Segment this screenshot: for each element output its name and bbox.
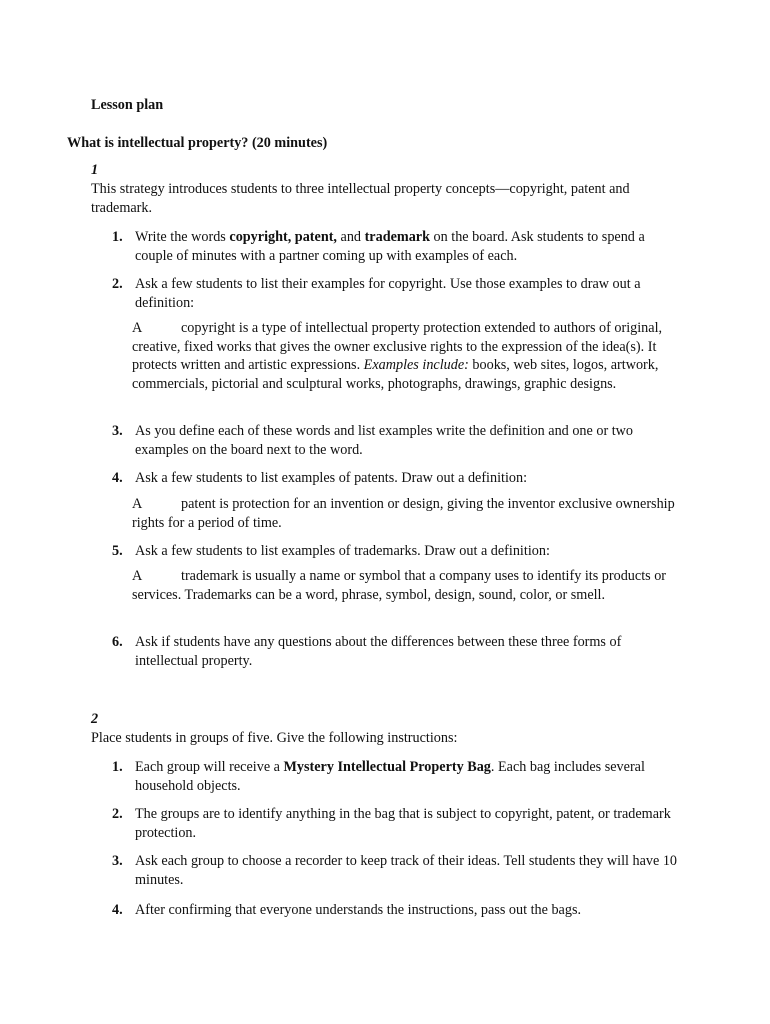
list-item	[112, 758, 684, 795]
list-item-text: Ask a few students to list examples of trademarks. Draw out a definition:	[135, 543, 550, 559]
list-item-text: As you define each of these words and list examples write the definition and one or two examples on the board next to the word.	[135, 423, 634, 458]
text-run: books, web sites, logos, artwork, commercials, pictorial and sculptural works, photographs, drawings, graphic designs.	[132, 357, 659, 392]
list-item	[112, 542, 684, 561]
bold-term: trademark	[364, 229, 430, 245]
list-item-text: Ask a few students to list examples of patents. Draw out a definition:	[135, 470, 528, 486]
definition-article: A	[132, 568, 143, 584]
list-item	[112, 469, 684, 488]
text-run: on the board. Ask students to spend a couple of minutes with a partner coming up with examples of each.	[135, 229, 645, 264]
list-item	[112, 275, 684, 312]
copyright-definition	[132, 319, 684, 393]
text-run: Each group will receive a	[135, 759, 284, 775]
trademark-definition	[132, 567, 684, 604]
bold-term: copyright, patent,	[229, 229, 337, 245]
list-item-number: 3.	[112, 423, 123, 439]
list-item-number: 2.	[112, 806, 123, 822]
list-item-text: Ask if students have any questions about the differences between these three forms of intellectual property.	[135, 634, 622, 669]
list-item-text: Ask a few students to list their examples for copyright. Use those examples to draw out a definition:	[135, 276, 641, 311]
list-item-text	[135, 228, 684, 265]
list-item-text	[135, 758, 684, 795]
list-item	[112, 805, 684, 842]
bold-term: Mystery Intellectual Property Bag	[283, 759, 491, 775]
list-item-number: 3.	[112, 853, 123, 869]
list-item	[112, 422, 684, 459]
list-item-number: 4.	[112, 470, 123, 486]
list-item-number: 1.	[112, 759, 123, 775]
text-run: trademark is usually a name or symbol that a company uses to identify its products or services. Trademarks can be a word, phrase, symbol, design, sound, color, or smell.	[132, 568, 667, 603]
list-item-text: Ask each group to choose a recorder to keep track of their ideas. Tell students they will have 10 minutes.	[135, 853, 678, 888]
list-item-text: The groups are to identify anything in the bag that is subject to copyright, patent, or trademark protection.	[135, 806, 671, 841]
text-run: and	[336, 229, 365, 245]
list-item-number: 4.	[112, 902, 123, 918]
list-item-number: 6.	[112, 634, 123, 650]
text-run: copyright is a type of intellectual property protection extended to authors of original, creative, fixed works that gives the owner exclusive rights to the expression of the idea(s). It protects written and artistic expressions.	[132, 320, 663, 374]
list-item-number: 5.	[112, 543, 123, 559]
part-1-number: 1	[91, 162, 99, 178]
lesson-title: Lesson plan	[91, 97, 164, 113]
text-run: patent is protection for an invention or design, giving the inventor exclusive ownership rights for a period of time.	[132, 496, 675, 531]
definition-article: A	[132, 320, 143, 336]
definition-article: A	[132, 496, 143, 512]
list-item	[112, 852, 684, 889]
text-run: . Each bag includes several household objects.	[135, 759, 645, 794]
list-item-number: 2.	[112, 276, 123, 292]
list-item-number: 1.	[112, 229, 123, 245]
list-item-text: After confirming that everyone understands the instructions, pass out the bags.	[135, 902, 582, 918]
patent-definition	[132, 495, 684, 532]
part-2-intro: Place students in groups of five. Give the following instructions:	[91, 730, 458, 746]
part-2-number: 2	[91, 711, 99, 727]
italic-run: Examples include:	[363, 357, 469, 374]
list-item	[112, 901, 684, 920]
list-item	[112, 228, 684, 265]
part-1-intro: This strategy introduces students to three intellectual property concepts—copyright, patent and trademark.	[91, 181, 630, 216]
text-run: Write the words	[135, 229, 230, 245]
list-item	[112, 633, 684, 670]
section-heading: What is intellectual property? (20 minutes)	[67, 135, 328, 151]
